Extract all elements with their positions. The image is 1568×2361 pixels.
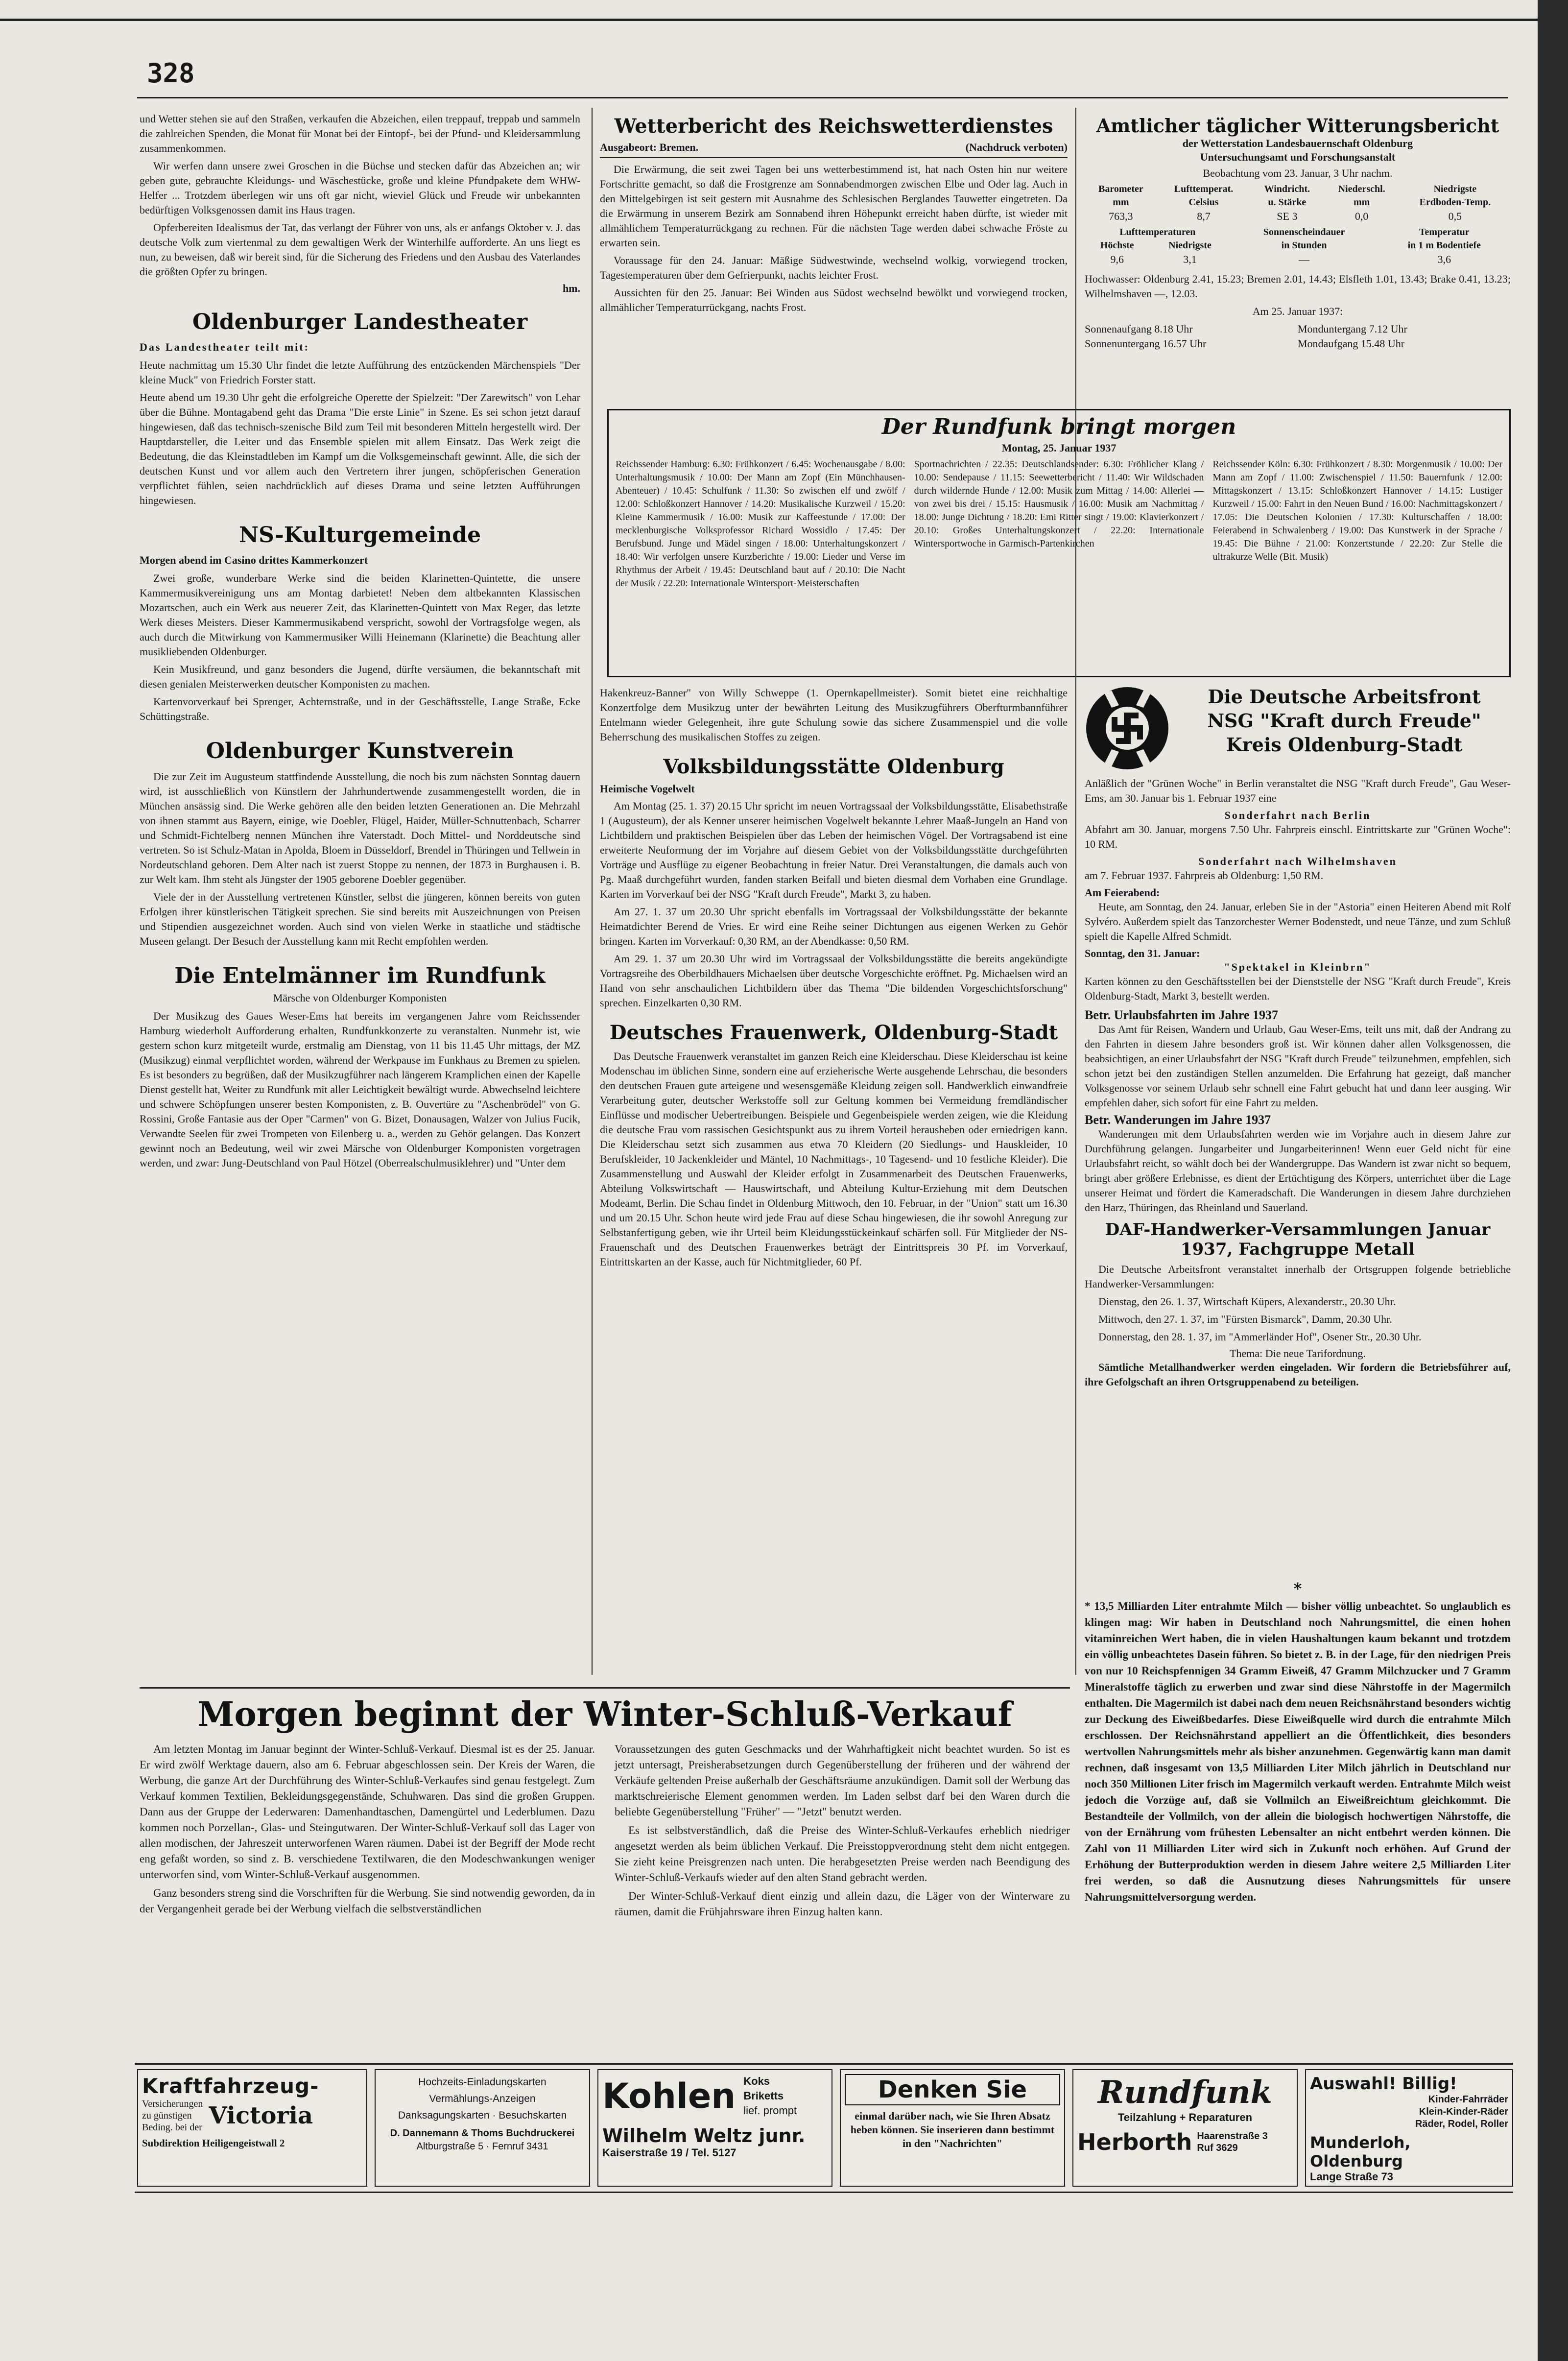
sun-moon-time: Sonnenuntergang 16.57 Uhr xyxy=(1085,337,1207,350)
table-cell: 8,7 xyxy=(1197,210,1211,222)
nskg-paragraph: Kartenvorverkauf bei Sprenger, Achternstraße, und in der Geschäftsstelle, Lange Straße, Ecke Schüttingstraße. xyxy=(140,695,580,722)
table-header: Höchste xyxy=(1100,240,1134,251)
table-header: Niedrigste xyxy=(1168,240,1212,251)
scan-edge xyxy=(1538,0,1568,2361)
intro-signature: hm. xyxy=(562,282,580,294)
table-cell: 9,6 xyxy=(1110,253,1124,265)
table-cell: 0,5 xyxy=(1448,210,1462,222)
theater-subtitle: Das Landestheater teilt mit: xyxy=(140,341,309,353)
milch-text: * 13,5 Milliarden Liter entrahmte Milch — bisher völlig unbeachtet. So unglaublich es klingen mag: Wir haben in Deutschland noch Nahrungsmittel, die einen hohen vitaminreichen Wert haben, die in vielen Haushaltungen kaum bekannt und trotzdem ein völlig unbeachtetes Dasein führen. So bietet z. B. in der Lage, für den niedrigen Preis von nur 10 Reichspfennigen 34 Gramm Eiweiß, 47 Gramm Milchzucker und 7 Gramm Mineralstoffe täglich zu erwerben und zwar sind diese Nährstoffe in der Magermilch enthalten. Die Magermilch ist dabei nach dem neuen Reichsnährstand besonders wichtig zur Deckung des Eiweißbedarfes. Diese Eiweißquelle wird durch die entrahmte Milch erschlossen. Der Reichsnährstand appelliert an die Öffentlichkeit, dies besonders wertvollen Nahrungsmittels mehr als bisher anzunehmen. Gegenwärtig kann man damit rechnen, daß insgesamt von 13,5 Milliarden Liter Milch jährlich in Deutschland nur noch 350 Millionen Liter frisch im Magermilch verkauft werden. Entrahmte Milch weist jedoch die Vorzüge auf, daß sie Vollmilch an Eiweißreichtum gleichkommt. Die Bestandteile der Vollmilch, von der allein die biologisch hochwertigen Nährstoffe, die von der Ernährung vom frühesten Lebensalter an nicht entbehrt werden können. Die Zahl von 11 Milliarden Liter wird sich in Zukunft noch erhöhen. Auf Grund der Erhöhung der Butterproduktion werden in diesem Jahre weitere 2,5 Milliarden Liter frei werden, so daß die Ausnutzung dieses Nahrungsmittels für unsere Nahrungsmittelversorgung werden. xyxy=(1085,1600,1511,1903)
table-header: u. Stärke xyxy=(1268,197,1307,208)
column-2-lower xyxy=(600,686,1068,1680)
column-3-top xyxy=(1085,112,1511,405)
weather-headline: Wetterbericht des Reichswetterdienstes xyxy=(614,115,1053,138)
ad-auswahl-line: Räder, Rodel, Roller xyxy=(1415,2119,1508,2129)
daf-section xyxy=(1085,686,1511,1567)
winter-sale-paragraph: Der Winter-Schluß-Verkauf dient einzig und allein dazu, die Läger von der Winterware zu räumen, damit die Frühjahrsware ihren Einzug halten kann. xyxy=(615,1890,1070,1918)
nskg-subtitle: Morgen abend im Casino drittes Kammerkonzert xyxy=(140,554,368,566)
ad-druck-name: D. Dannemann & Thoms Buchdruckerei xyxy=(390,2128,575,2139)
winter-sale-paragraph: Am letzten Montag im Januar beginnt der Winter-Schluß-Verkauf. Diesmal ist es der 25. Januar. Er wird zwölf Werktage dauern, also am 6. Februar abgeschlossen sein. Der Kreis der Waren, die Werbung, die ganze Art der Durchführung des Winter-Schluß-Verkaufes sind genau festgelegt. Zum Verkauf kommen Textilien, Bekleidungsgegenstände, Schuhwaren. Das sind die großen Gruppen. Dann aus der Gruppe der Lederwaren: Damenhandtaschen, Damengürtel und Lederblumen. Dazu kommen noch Porzellan-, Glas- und Steingutwaren. Der Winter-Schluß-Verkauf soll das Lager von allen modischen, der Jahreszeit unterworfenen Waren räumen. Dabei ist der Begriff der Mode recht eng gefaßt worden, so sind z. B. verschiedene Textilwaren, die den Modeschwankungen weniger unterworfen sind, vom Winter-Schluß-Verkauf ausgenommen. xyxy=(140,1743,595,1881)
date-line: Am 25. Januar 1937: xyxy=(1252,305,1343,317)
table-header: Barometer xyxy=(1098,184,1143,194)
entelmaenner-subtitle: Märsche von Oldenburger Komponisten xyxy=(273,992,447,1004)
ad-kraft-line: Versicherungen xyxy=(142,2099,203,2109)
nskg-paragraph: Zwei große, wunderbare Werke sind die beiden Klarinetten-Quintette, die unsere Kammermusikvereinigung uns am Montag darbietet! Neben dem altbekannten Klassischen Mozartschen, auch ein Werk aus neuerer Zeit, das Klarinetten-Quintett von Max Reger, das letzte Werk dieses Meisters. Dieser Kammermusikabend verspricht, sowohl der Vortragsfolge wegen, als auch durch die Mitwirkung von Kammermusiker Willi Heinemann (Klarinette) die Beachtung aller musikliebenden Oldenburger. xyxy=(140,572,580,658)
kunstverein-paragraph: Viele der in der Ausstellung vertretenen Künstler, selbst die jüngeren, können bereits von guten Erfolgen ihrer künstlerischen Tätigkeit sprechen. Sie sind bereits mit Auszeichnungen von Preisen und Stipendien ausgezeichnet worden. Auch sind von vielen Werke in staatliche und städtische Museen gelangt. Der Besuch der Ausstellung kann mit Recht empfohlen werden. xyxy=(140,891,580,947)
amtlich-subtitle-2: Untersuchungsamt und Forschungsanstalt xyxy=(1200,151,1396,163)
daf-headline-3: Kreis Oldenburg-Stadt xyxy=(1226,734,1463,756)
daf-feierabend: Am Feierabend: xyxy=(1085,886,1160,899)
entelmaenner-continuation: Hakenkreuz-Banner" von Willy Schweppe (1. Opernkapellmeister). Somit bietet eine reichhaltige Konzertfolge dem Musikzug unter der bewährten Leitung des Musikzugführers Oberfturmbannführer Entelmann wieder Gelegenheit, ihre gute Schulung sowie das sichere Zusammenspiel und die volle Beherrschung des musikalischen Stoffes zu zeigen. xyxy=(600,687,1068,743)
intro-paragraph: und Wetter stehen sie auf den Straßen, verkaufen die Abzeichen, eilen treppauf, treppab und sammeln die zahlreichen Spenden, die Monat für Monat bei der Eintopf-, bei der Pfund- und Kleidersammlung zusammenkommen. xyxy=(140,113,580,154)
daf-headline-1: Die Deutsche Arbeitsfront xyxy=(1208,686,1481,708)
daf-sonderfahrt-text: am 7. Februar 1937. Fahrpreis ab Oldenburg: 1,50 RM. xyxy=(1085,869,1324,882)
ad-rundfunk-name: Herborth xyxy=(1077,2129,1192,2155)
handwerker-thema: Thema: Die neue Tarifordnung. xyxy=(1230,1347,1366,1359)
nskg-paragraph: Kein Musikfreund, und ganz besonders die Jugend, dürfte versäumen, die bekanntschaft mit diesen genialen Meisterwerken deutscher Komponisten zu machen. xyxy=(140,663,580,690)
weather-rule xyxy=(600,157,1068,158)
daf-sonderfahrt-whv: Sonderfahrt nach Wilhelmshaven xyxy=(1198,855,1397,867)
intro-paragraph: Wir werfen dann unsere zwei Groschen in die Büchse und stecken dafür das Abzeichen an; wir geben gute, gebrauchte Kleidungs- und Wäschestücke, große und kleine Pfundpakete dem WHW-Helfer ... Trotzdem überlegen wir uns oft gar nicht, wieviel Glück und Freude wir unbekannten bedürftigen Volksgenossen damit ins Haus tragen. xyxy=(140,160,580,216)
table-header: Temperatur xyxy=(1419,227,1470,238)
entelmaenner-paragraph: Der Musikzug des Gaues Weser-Ems hat bereits im vergangenen Jahre vom Reichssender Hamburg wiederholt Aufforderung erhalten, Rundfunkkonzerte zu veranstalten. Nunmehr ist, wie gestern schon kurz mitgeteilt wurde, erstmalig am Dienstag, von 11 bis 11.45 Uhr mittags, der MZ (Musikzug) einmal verpflichtet worden, während der Werkpause im Funkhaus zu Bremen zu spielen. Es ist besonders zu begrüßen, daß der Musikzugführer nach längerem Kramplichen einen der Kapelle Dienst gestellt hat, Weiter zu Rundfunk mit aller Leichtigkeit bewältigt wurde. Abwechselnd leichtere und schwere Schöpfungen unserer besten Komponisten, z. B. Ouvertüre zu "Aschenbrödel" von G. Rossini, Große Fantasie aus der Oper "Carmen" von G. Bizet, Donausagen, Walzer von Julius Fucik, Verwandte Seelen für zwei Trompeten von Eilenberg u. a., werden zu Gehör gelangen. Das Konzert gewinnt noch an Bedeutung, weil wir zwei Märsche von Oldenburger Komponisten vorgetragen werden, und zwar: Jung-Deutschland von Paul Hötzel (Oberrealschulmusiklehrer) und "Unter dem xyxy=(140,1010,580,1169)
column-1 xyxy=(140,112,580,1684)
radio-program-column: Sportnachrichten / 22.35: Deutschlandsender: 6.30: Fröhlicher Klang / 10.00: Sendepause / 11.15: Seewetterbericht / 11.40: Wir Wildschaden durch wildernde Hunde / 12.00: Musik zum Mittag / 14.00: Allerlei — von zwei bis drei / 15.15: Hausmusik / 16.00: Musik am Nachmittag / 18.00: Junge Dichtung / 18.20: Emi Ritter singt / 19.00: Klavierkonzert / 20.10: Großes Unterhaltungskonzert / 22.20: Internationale Wintersportwoche in Garmisch-Partenkirchen xyxy=(914,459,1204,549)
table-cell: 0,0 xyxy=(1354,210,1369,222)
weather-table-1 xyxy=(1085,183,1511,224)
winter-sale-paragraph: Ganz besonders streng sind die Vorschriften für die Werbung. Sie sind notwendig geworden, da in der Vergangenheit gerade bei der Werbung vielfach die selbstverständlichen xyxy=(140,1887,595,1915)
hochwasser-line: Hochwasser: Oldenburg 2.41, 15.23; Bremen 2.01, 14.43; Elsfleth 1.01, 13.43; Brake 0.41, 13.23; Wilhelmshaven —, 12.03. xyxy=(1085,273,1511,300)
table-header: mm xyxy=(1113,197,1129,208)
table-header: Sonnenscheindauer xyxy=(1263,227,1345,238)
vbs-paragraph: Am 29. 1. 37 um 20.30 Uhr wird im Vortragssaal der Volksbildungsstätte die bereits angekündigte Vortragsreihe des Oberbildhauers Michaelsen über deutsche Vorgeschichte eröffnet. Pg. Michaelsen wird an Hand von sehr anschaulichen Lichtbildern über das Thema "Die bildenden Vorgeschichtsforschung" sprechen. Einzelkarten 0,30 RM. xyxy=(600,953,1068,1009)
weather-place: Ausgabeort: Bremen. xyxy=(600,141,699,153)
ad-druck-line: Vermählungs-Anzeigen xyxy=(429,2093,536,2104)
table-header: Niedrigste xyxy=(1433,184,1477,194)
daf-emblem-icon xyxy=(1085,686,1170,771)
table-cell: 3,6 xyxy=(1437,253,1451,265)
table-header: Lufttemperaturen xyxy=(1119,227,1196,238)
column-divider-2 xyxy=(1075,108,1076,1675)
handwerker-headline: DAF-Handwerker-Versammlungen Januar 1937, Fachgruppe Metall xyxy=(1105,1220,1491,1259)
winter-sale-headline: Morgen beginnt der Winter-Schluß-Verkauf xyxy=(197,1695,1012,1734)
bottom-rule xyxy=(135,2192,1513,2193)
table-cell: — xyxy=(1299,253,1310,265)
milch-star: * xyxy=(1293,1579,1302,1598)
daf-logo xyxy=(1085,686,1170,771)
daf-spektakel-text: Karten können zu den Geschäftsstellen bei der Dienststelle der NSG "Kraft durch Freude", Kreis Oldenburg-Stadt, Markt 3, bestellt werden. xyxy=(1085,975,1511,1002)
vbs-paragraph: Am Montag (25. 1. 37) 20.15 Uhr spricht im neuen Vortragssaal der Volksbildungsstätte, Elisabethstraße 1 (Augusteum), der als Kenner unserer heimischen Vogelwelt bekannte Lehrer Maaß-Jungeln an Hand von Lichtbildern und praktischen Beispielen über das Leben der heimischen Vögel. Der Vortragsabend ist eine erweiterte Neuformung der im Vorjahre auf diesem Gebiet von der Volksbildungsstätte durchgeführten Vorträge und Ausflüge zu eigener Beobachtung in freier Natur. Drei Veranstaltungen, die damals auch von Pg. Maaß durchgeführt wurden, fanden starken Beifall und bieten diesmal dem Vorhaben eine Grundlage. Karten im Vorverkauf bei der NSG "Kraft durch Freude", Markt 3, zu haben. xyxy=(600,800,1068,900)
ad-kraft-brand: Victoria xyxy=(209,2102,313,2129)
entelmaenner-headline: Die Entelmänner im Rundfunk xyxy=(174,963,546,988)
table-cell: 763,3 xyxy=(1109,210,1133,222)
amtlich-observation: Beobachtung vom 23. Januar, 3 Uhr nachm. xyxy=(1203,167,1393,179)
ad-denken xyxy=(840,2069,1065,2187)
intro-paragraph: Opferbereiten Idealismus der Tat, das verlangt der Führer von uns, als er anfangs Oktober v. J. das deutsche Volk zum viertenmal zu dem gewaltigen Werk der Winterhilfe aufforderte. An uns liegt es nun, zu beweisen, daß wir bereit sind, für die Sicherung des Friedens und den Ausbau des Vaterlandes die größten Opfer zu bringen. xyxy=(140,221,580,278)
ad-kohlen-side: Briketts xyxy=(743,2090,784,2102)
vbs-paragraph: Am 27. 1. 37 um 20.30 Uhr spricht ebenfalls im Vortragssaal der Volksbildungsstätte der bekannte Heimatdichter Berend de Vries. Er wird eine Reihe seiner Dichtungen aus eigenen Werken zu Gehör bringen. Karten im Vorverkauf: 0,30 RM, an der Abendkasse: 0,50 RM. xyxy=(600,906,1068,947)
ad-rundfunk-sub: Teilzahlung + Reparaturen xyxy=(1117,2111,1253,2123)
amtlich-headline: Amtlicher täglicher Witterungsbericht xyxy=(1096,115,1499,137)
table-header: mm xyxy=(1354,197,1370,208)
handwerker-list-item: Dienstag, den 26. 1. 37, Wirtschaft Küpers, Alexanderstr., 20.30 Uhr. xyxy=(1098,1295,1396,1308)
ad-rundfunk-title: Rundfunk xyxy=(1098,2074,1272,2111)
column-divider-1 xyxy=(592,108,593,1675)
frauenwerk-headline: Deutsches Frauenwerk, Oldenburg-Stadt xyxy=(609,1021,1058,1044)
ad-rundfunk-ruf: Ruf 3629 xyxy=(1197,2143,1238,2153)
ad-kohlen-side: Koks xyxy=(743,2075,770,2087)
theater-headline: Oldenburger Landestheater xyxy=(192,310,528,334)
ad-kraftfahrzeug xyxy=(137,2069,367,2187)
table-header: Celsius xyxy=(1188,197,1219,208)
radio-program-column: Reichssender Hamburg: 6.30: Frühkonzert / 6.45: Wochenausgabe / 8.00: Unterhaltungsmusik / 10.00: Der Mann am Zopf (Ein Münchhausen-Abenteuer) / 10.45: Schulfunk / 11.30: So zwischen elf und zwölf / 12.00: Schloßkonzert Hannover / 14.20: Musikalische Kurzweil / 15.20: Kleine Kammermusik / 16.00: Musik zur Kaffeestunde / 17.00: Der mecklenburgische Volksprofessor Richard Wossidlo / 17.45: Der Berufsbund. Junge und Mädel singen / 18.00: Unterhaltungskonzert / 18.40: Wir verfolgen unsere Kurzberichte / 19.00: Lieder und Verse im Rhythmus der Arbeit / 19.45: Deutschland baut auf / 20.10: Die Nacht der Musik / 22.20: Internationale Wintersport-Meisterschaften xyxy=(616,459,905,589)
weather-paragraph: Aussichten für den 25. Januar: Bei Winden aus Südost wechselnd bewölkt und vorwiegend trocken, allmählicher Temperaturrückgang, nachts Frost. xyxy=(600,286,1068,313)
ad-auswahl-line: Klein-Kinder-Räder xyxy=(1419,2106,1508,2117)
milch-article xyxy=(1085,1579,1511,2050)
table-header: Lufttemperat. xyxy=(1174,184,1234,194)
theater-paragraph: Heute nachmittag um 15.30 Uhr findet die letzte Aufführung des entzückenden Märchenspiels "Der kleine Muck" von Friedrich Forster statt. xyxy=(140,359,580,386)
ad-rundfunk-addr: Haarenstraße 3 xyxy=(1197,2131,1268,2142)
ad-kraft-line: zu günstigen xyxy=(142,2110,192,2121)
header-rule xyxy=(137,97,1508,98)
ad-kohlen-side: lief. prompt xyxy=(743,2104,797,2117)
ad-auswahl-title: Auswahl! Billig! xyxy=(1310,2074,1457,2094)
daf-urlaub-title: Betr. Urlaubsfahrten im Jahre 1937 xyxy=(1085,1008,1279,1022)
column-2 xyxy=(600,112,1068,405)
table-header: in 1 m Bodentiefe xyxy=(1407,240,1481,251)
ad-druckerei xyxy=(375,2069,590,2187)
handwerker-text: Die Deutsche Arbeitsfront veranstaltet innerhalb der Ortsgruppen folgende betriebliche Handwerker-Versammlungen: xyxy=(1085,1263,1511,1290)
ad-kraft-title: Kraftfahrzeug- xyxy=(142,2074,319,2098)
radio-headline: Der Rundfunk bringt morgen xyxy=(881,414,1236,439)
weather-table-2 xyxy=(1085,226,1511,267)
daf-sonntag: Sonntag, den 31. Januar: xyxy=(1085,947,1200,959)
ad-auswahl-line: Kinder-Fahrräder xyxy=(1428,2094,1508,2105)
daf-spektakel: "Spektakel in Kleinbrn" xyxy=(1224,961,1372,973)
ad-auswahl xyxy=(1305,2069,1513,2187)
ad-kraft-footer: Subdirektion Heiligengeistwall 2 xyxy=(142,2137,285,2149)
daf-wander-title: Betr. Wanderungen im Jahre 1937 xyxy=(1085,1113,1271,1127)
radio-box xyxy=(607,409,1511,677)
daf-wander-text: Wanderungen mit dem Urlaubsfahrten werden wie im Vorjahre auch in diesem Jahre zur Durchführung gelangen. Jungarbeiter und Jungarbeiterinnen! Wenn euer Geld nicht für eine Urlaubsfahrt reicht, so wählt doch bei der Wandergruppe. Das Wandern ist zwar nicht so bequem, bringt aber größere Erlebnisse, es dient der Ertüchtigung des Körpers, unterrichtet über die Lage unserer Heimat und fördert die Kameradschaft. Die Wanderungen in diesem Jahre durchziehen den Harz, Thüringen, das Rheinland und Sauerland. xyxy=(1085,1128,1511,1214)
ad-druck-addr: Altburgstraße 5 · Fernruf 3431 xyxy=(416,2141,548,2152)
ad-denken-text: einmal darüber nach, wie Sie Ihren Absatz heben können. Sie inserieren dann bestimmt in den "Nachrichten" xyxy=(850,2110,1055,2149)
winter-sale-article xyxy=(140,1693,1070,2041)
nskg-headline: NS-Kulturgemeinde xyxy=(238,523,481,548)
ad-druck-line: Hochzeits-Einladungskarten xyxy=(418,2076,546,2088)
weather-note: (Nachdruck verboten) xyxy=(965,141,1068,153)
table-header: in Stunden xyxy=(1281,240,1327,251)
ads-top-rule xyxy=(135,2063,1513,2065)
weather-paragraph: Die Erwärmung, die seit zwei Tagen bei uns wetterbestimmend ist, hat nach Osten hin nur weitere Fortschritte gemacht, so daß die Frostgrenze am Sonnabendmorgen zwischen Elbe und Oder lag. Auch in den Mittelgebirgen ist seit gestern mit Ausnahme des Schlesischen Berglandes Tauwetter eingetreten. Da die Erwärmung in unserem Bezirk am Sonnabend ihren Höhepunkt erreicht haben dürfte, ist wieder mit allmählichem Temperaturrückgang zu rechnen. Für die nächsten Tage werden dabei schwache Fröste zu erwarten sein. xyxy=(600,163,1068,249)
intro-article xyxy=(140,112,580,295)
handwerker-end: Sämtliche Metallhandwerker werden eingeladen. Wir fordern die Betriebsführer auf, ihre Gefolgschaft an ihren Ortsgruppenabend zu beteiligen. xyxy=(1085,1361,1511,1388)
table-header: Niederschl. xyxy=(1338,184,1385,194)
weather-paragraph: Voraussage für den 24. Januar: Mäßige Südwestwinde, wechselnd wolkig, vorwiegend trocken, Tagestemperaturen über dem Gefrierpunkt, nachts leichter Frost. xyxy=(600,254,1068,281)
table-header: Erdboden-Temp. xyxy=(1419,197,1491,208)
ad-denken-title: Denken Sie xyxy=(845,2074,1060,2105)
vbs-subtitle: Heimische Vogelwelt xyxy=(600,783,695,795)
ad-rundfunk xyxy=(1072,2069,1298,2187)
daf-sonderfahrt-text: Abfahrt am 30. Januar, morgens 7.50 Uhr. Fahrpreis einschl. Eintrittskarte zur "Grünen Woche": 10 RM. xyxy=(1085,823,1511,850)
sun-moon-time: Mondaufgang 15.48 Uhr xyxy=(1298,337,1405,350)
table-cell: SE 3 xyxy=(1277,210,1298,222)
table-cell: 3,1 xyxy=(1183,253,1197,265)
radio-date: Montag, 25. Januar 1937 xyxy=(1001,442,1117,454)
ad-kohlen-name: Wilhelm Weltz junr. xyxy=(602,2125,806,2146)
handwerker-list-item: Donnerstag, den 28. 1. 37, im "Ammerländer Hof", Osener Str., 20.30 Uhr. xyxy=(1098,1331,1422,1343)
amtlich-subtitle: der Wetterstation Landesbauernschaft Oldenburg xyxy=(1182,137,1413,149)
daf-feierabend-text: Heute, am Sonntag, den 24. Januar, erleben Sie in der "Astoria" einen Heiteren Abend mit Rolf Sylvéro. Außerdem spielt das Tanzorchester Werner Bodenstedt, und neue Tänze, und zum Schluß spielt die Kapelle Alfred Schmidt. xyxy=(1085,901,1511,942)
sun-moon-time: Monduntergang 7.12 Uhr xyxy=(1298,323,1407,335)
daf-urlaub-text: Das Amt für Reisen, Wandern und Urlaub, Gau Weser-Ems, teilt uns mit, daß der Andrang zu den Fahrten in diesem Jahre besonders groß ist. Wir können daher allen Volksgenossen, die beabsichtigen, an einer Urlaubsfahrt der NSG "Kraft durch Freude" teilzunehmen, empfehlen, sich schon jetzt bei den zuständigen Stellen anzumelden. Die Erfahrung hat gezeigt, daß mancher Volksgenosse vor seinem Urlaub sehr schnell eine Fahrt gebucht hat und dann leer ausging. Wir empfehlen daher, sich sofort für eine Fahrt zu melden. xyxy=(1085,1023,1511,1109)
kunstverein-paragraph: Die zur Zeit im Augusteum stattfindende Ausstellung, die noch bis zum nächsten Sonntag dauern wird, ist ausschließlich von Künstlern der Jahrhundertwende zusammengestellt worden, die in München ansässig sind. Die Werke gehören alle den beiden letzten Generationen an. Die Mehrzahl von ihnen stammt aus Bayern, einige, wie Doebler, Flügel, Haider, Müller-Schnuttenbach, Scharrer und Schmidt-Fichtelberg nennen München ihre Vaterstadt. Doch Mittel- und Norddeutsche sind vertreten. So ist Schulz-Matan in Apolda, Bloem in Düsseldorf, Brendel in Thüringen und Tellwein in Nordeutschland geboren. Dem Alter nach ist zuerst Stoppe zu nennen, der 1873 in Burghausen i. B. zur Welt kam. Ihm steht als Jüngster der 1905 geborene Doebler gegenüber. xyxy=(140,770,580,885)
ad-kraft-line: Beding. bei der xyxy=(142,2122,202,2133)
kunstverein-headline: Oldenburger Kunstverein xyxy=(206,739,514,763)
daf-headline-2: NSG "Kraft durch Freude" xyxy=(1207,710,1481,732)
ad-kohlen-addr: Kaiserstraße 19 / Tel. 5127 xyxy=(602,2146,736,2159)
page-number: 328 xyxy=(147,58,195,89)
winter-top-rule xyxy=(140,1687,1070,1689)
vbs-headline: Volksbildungsstätte Oldenburg xyxy=(663,755,1004,778)
ad-kohlen-title: Kohlen xyxy=(602,2076,736,2116)
winter-sale-paragraph: Es ist selbstverständlich, daß die Preise des Winter-Schluß-Verkaufes erheblich niedriger angesetzt werden als beim üblichen Verkauf. Die Preisstoppverordnung steht dem nicht entgegen. Sie zieht keine Preisgrenzen nach unten. Die herabgesetzten Preise werden nach Beendigung des Winter-Schluß-Verkaufs wieder auf den alten Stand gebracht werden. xyxy=(615,1824,1070,1884)
daf-intro: Anläßlich der "Grünen Woche" in Berlin veranstaltet die NSG "Kraft durch Freude", Gau Weser-Ems, am 30. Januar bis 1. Februar 1937 eine xyxy=(1085,777,1511,804)
winter-sale-paragraph: Voraussetzungen des guten Geschmacks und der Wahrhaftigkeit nicht beachtet wurden. So ist es jetzt untersagt, Preisherabsetzungen durch Gegenüberstellung der früheren und der während der Verkäufe geltenden Preise außerhalb der Geschäftsräume anzukündigen. Damit soll der Werbung das marktschreierische Element genommen werden. Im Laden selbst darf bei den Waren durch die beliebte Gegenüberstellung "Früher" — "Jetzt" benutzt werden. xyxy=(615,1743,1070,1818)
daf-sonderfahrt-berlin: Sonderfahrt nach Berlin xyxy=(1224,809,1371,821)
handwerker-list-item: Mittwoch, den 27. 1. 37, im "Fürsten Bismarck", Damm, 20.30 Uhr. xyxy=(1098,1313,1392,1325)
sun-moon-time: Sonnenaufgang 8.18 Uhr xyxy=(1085,323,1193,335)
table-header: Windricht. xyxy=(1264,184,1310,194)
top-rule xyxy=(0,19,1538,21)
ad-auswahl-addr: Lange Straße 73 xyxy=(1310,2170,1393,2183)
ad-auswahl-name: Munderloh, Oldenburg xyxy=(1310,2133,1411,2170)
frauenwerk-paragraph: Das Deutsche Frauenwerk veranstaltet im ganzen Reich eine Kleiderschau. Diese Kleiderschau ist keine Modenschau im üblichen Sinne, sondern eine auf erzieherische Werte ausgehende Lehrschau, die besonders den deutschen Frauen gute arteigene und wesensgemäße Kleidung zeigen soll. Handwerklich einwandfreie Verarbeitung guter, deutscher Werkstoffe soll zur Geltung kommen bei Vermeidung fremdländischer Einflüsse und modischer Uebertreibungen. Beispiele und Gegenbeispiele werden zeigen, wie die Kleidung die deutsche Frau vom rassischen Gesichtspunkt aus zu ihrem Vorteil herausheben oder erniedrigen kann. Die Kleiderschau setzt sich zusammen aus etwa 70 Kleidern (20 Siedlungs- und Hauskleider, 10 Berufskleider, 10 Jackenkleider und Mäntel, 10 Nachmittags-, 10 Tagesend- und 10 festliche Kleider). Die Zusammenstellung und Auswahl der Kleider erfolgt in Zusammenarbeit des Deutschen Frauenwerks, Abteilung Volkswirtschaft — Hauswirtschaft, und Abteilung Kultur-Erziehung mit dem Deutschen Modeamt, Berlin. Die Schau findet in Oldenburg Mittwoch, den 10. Februar, in der "Union" statt um 16.30 und um 20.15 Uhr. Schon heute wird jede Frau auf diese Schau hingewiesen, die ihr sowohl Anregung zur Selbstanfertigung geben, wie ihr Urteil beim Kleidungsstückeinkauf schärfen soll. Für Mitglieder der NS-Frauenschaft und des Deutschen Frauenwerkes beträgt der Eintrittspreis 30 Pf. im Vorverkauf, Eintrittskarten an der Kasse, auch für Nichtmitglieder, 60 Pf. xyxy=(600,1050,1068,1268)
theater-paragraph: Heute abend um 19.30 Uhr geht die erfolgreiche Operette der Spielzeit: "Der Zarewitsch" von Lehar über die Bühne. Montagabend geht das Drama "Die erste Linie" in Szene. Es sei schon jetzt darauf hingewiesen, daß das technisch-szenische Bild zum Teil mit besonderen Mitteln hergestellt wird. Der Hauptdarsteller, die Leiter und das Ensemble spielen mit allem Einsatz. Das Werk zeigt die Bedeutung, die das Kleinstadtleben im Kampf um die Volksgemeinschaft gewinnt. Alle, die sich der deutschen Kunst und vor allem auch den Vertretern ihrer jungen, schöpferischen Generation verpflichtet fühlen, seien nachdrücklich auf dieses Drama und seine letzten Aufführungen hingewiesen. xyxy=(140,391,580,506)
ad-kohlen xyxy=(597,2069,832,2187)
radio-program-column: Reichssender Köln: 6.30: Frühkonzert / 8.30: Morgenmusik / 10.00: Der Mann am Zopf / 11.00: Zwischenspiel / 11.50: Bauernfunk / 12.00: Mittagskonzert / 13.15: Schloßkonzert Hannover / 14.15: Lustiger Kurzweil / 15.00: Fahrt in den Neuen Bund / 16.00: Nachmittagskonzert / 17.05: Die Deutschen Kolonien / 17.30: Kulturschaffen / 18.00: Feierabend in Schwalenberg / 19.00: Das Kunstwerk in der Sprache / 19.45: Die Bühne / 21.00: Konzertstunde / 22.20: Zur Stelle die ultrakurze Welle (Bit. Musik) xyxy=(1212,459,1503,562)
ad-druck-line: Danksagungskarten · Besuchskarten xyxy=(398,2110,567,2121)
